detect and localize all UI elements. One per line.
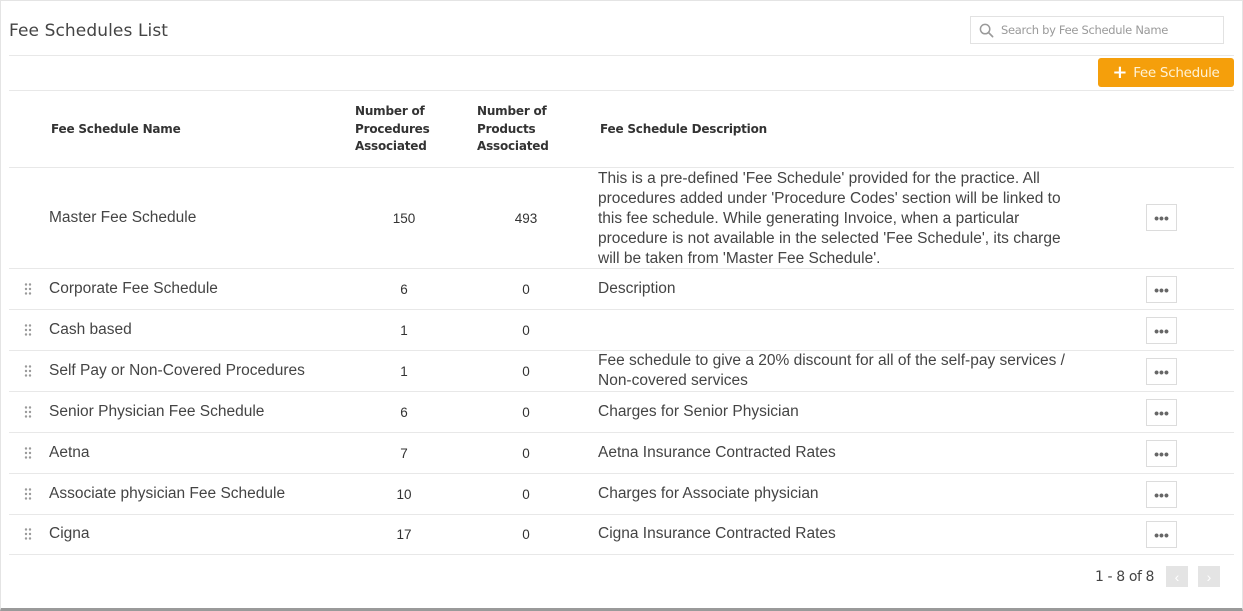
ellipsis-icon: ••• <box>1154 486 1169 503</box>
table-row[interactable] <box>9 310 1234 351</box>
column-header-products[interactable]: Number of Products Associated <box>477 104 549 153</box>
chevron-right-icon: › <box>1206 568 1212 585</box>
search-icon <box>979 23 994 38</box>
fee-schedule-description: Cigna Insurance Contracted Rates <box>598 525 836 542</box>
table-row[interactable] <box>9 269 1234 310</box>
procedures-count: 1 <box>400 364 408 379</box>
fee-schedule-name[interactable]: Self Pay or Non-Covered Procedures <box>49 362 305 379</box>
procedures-count: 17 <box>396 527 412 542</box>
ellipsis-icon: ••• <box>1154 209 1169 226</box>
add-fee-schedule-button[interactable] <box>1098 58 1234 87</box>
fee-schedule-name[interactable]: Cigna <box>49 525 90 542</box>
add-button-label: Fee Schedule <box>1133 64 1220 81</box>
drag-handle-icon[interactable] <box>24 324 32 336</box>
more-actions-button[interactable] <box>1146 481 1177 508</box>
procedures-count: 150 <box>392 211 416 226</box>
procedures-count: 1 <box>400 323 408 338</box>
more-actions-button[interactable] <box>1146 358 1177 385</box>
products-count: 0 <box>522 364 530 379</box>
procedures-count: 6 <box>400 282 408 297</box>
fee-schedule-description: Description <box>598 280 676 297</box>
fee-schedule-description: Charges for Senior Physician <box>598 403 799 420</box>
fee-schedule-description: This is a pre-defined 'Fee Schedule' provided for the practice. All procedures added under 'Procedure Codes' section will be linked to this fee schedule. While generating Invoice, when a particular procedure is not available in the selected 'Fee Schedule', its charge will be taken from 'Master Fee Schedule'. <box>598 170 1061 267</box>
drag-handle-icon[interactable] <box>24 528 32 540</box>
drag-handle-icon[interactable] <box>24 406 32 418</box>
column-header-description[interactable]: Fee Schedule Description <box>600 122 767 136</box>
more-actions-button[interactable] <box>1146 276 1177 303</box>
drag-handle-icon[interactable] <box>24 283 32 295</box>
table-row[interactable] <box>9 515 1234 555</box>
products-count: 0 <box>522 405 530 420</box>
chevron-left-icon: ‹ <box>1174 568 1180 585</box>
fee-schedule-name[interactable]: Aetna <box>49 444 90 461</box>
ellipsis-icon: ••• <box>1154 526 1169 543</box>
plus-icon: + <box>1112 61 1128 83</box>
pagination-range: 1 - 8 of 8 <box>1095 569 1155 585</box>
products-count: 0 <box>522 446 530 461</box>
table-row[interactable] <box>9 392 1234 433</box>
drag-handle-icon[interactable] <box>24 447 32 459</box>
search-box[interactable] <box>970 16 1224 44</box>
procedures-count: 7 <box>400 446 408 461</box>
prev-page-button[interactable] <box>1166 566 1188 587</box>
page-title: Fee Schedules List <box>9 21 169 41</box>
fee-schedule-name[interactable]: Corporate Fee Schedule <box>49 280 218 297</box>
table-row[interactable] <box>9 351 1234 392</box>
fee-schedule-name[interactable]: Master Fee Schedule <box>49 209 197 226</box>
ellipsis-icon: ••• <box>1154 404 1169 421</box>
drag-handle-icon[interactable] <box>24 488 32 500</box>
search-input[interactable] <box>1001 23 1221 37</box>
divider <box>9 90 1234 91</box>
products-count: 0 <box>522 323 530 338</box>
more-actions-button[interactable] <box>1146 204 1177 231</box>
fee-schedule-name[interactable]: Associate physician Fee Schedule <box>49 485 286 502</box>
drag-handle-icon[interactable] <box>24 365 32 377</box>
fee-schedule-description: Aetna Insurance Contracted Rates <box>598 444 836 461</box>
column-header-name[interactable]: Fee Schedule Name <box>51 122 181 136</box>
products-count: 0 <box>522 527 530 542</box>
ellipsis-icon: ••• <box>1154 363 1169 380</box>
more-actions-button[interactable] <box>1146 521 1177 548</box>
column-header-procedures[interactable]: Number of Procedures Associated <box>355 104 430 153</box>
ellipsis-icon: ••• <box>1154 322 1169 339</box>
procedures-count: 10 <box>396 487 412 502</box>
table-row[interactable] <box>9 168 1234 269</box>
fee-schedule-name[interactable]: Cash based <box>49 321 132 338</box>
table-row[interactable] <box>9 474 1234 515</box>
ellipsis-icon: ••• <box>1154 445 1169 462</box>
fee-schedule-description: Charges for Associate physician <box>598 485 819 502</box>
ellipsis-icon: ••• <box>1154 281 1169 298</box>
products-count: 0 <box>522 487 530 502</box>
products-count: 0 <box>522 282 530 297</box>
fee-schedule-name[interactable]: Senior Physician Fee Schedule <box>49 403 265 420</box>
more-actions-button[interactable] <box>1146 440 1177 467</box>
products-count: 493 <box>514 211 538 226</box>
next-page-button[interactable] <box>1198 566 1220 587</box>
table-row[interactable] <box>9 433 1234 474</box>
more-actions-button[interactable] <box>1146 317 1177 344</box>
procedures-count: 6 <box>400 405 408 420</box>
more-actions-button[interactable] <box>1146 399 1177 426</box>
divider <box>9 55 1234 56</box>
fee-schedule-description: Fee schedule to give a 20% discount for all of the self-pay services / Non-covered services <box>598 352 1065 389</box>
